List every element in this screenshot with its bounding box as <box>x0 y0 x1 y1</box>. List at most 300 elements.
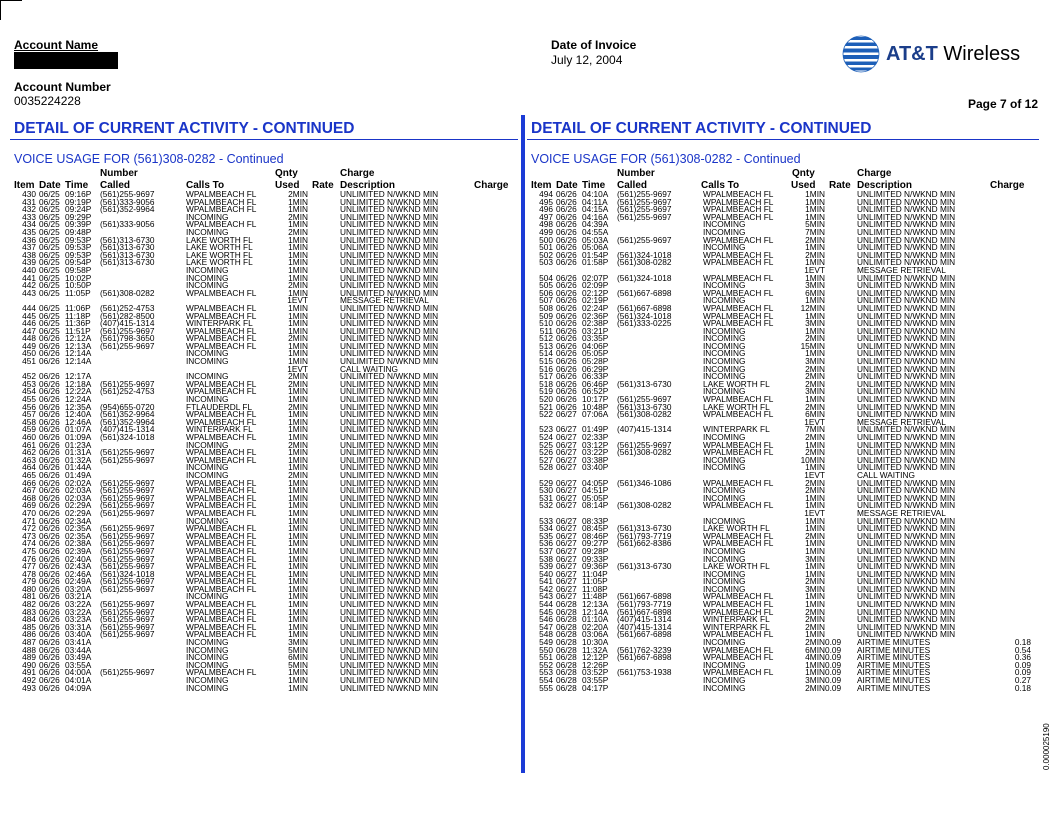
item-cell: 441 <box>22 272 36 283</box>
date-cell: 06/26 <box>39 644 60 655</box>
date-cell: 06/25 <box>39 204 60 215</box>
page-number: Page 7 of 12 <box>967 97 1038 111</box>
item-cell: 440 <box>22 264 36 275</box>
time-cell: 03:22A <box>65 599 92 610</box>
right-usage-rows <box>527 191 1039 692</box>
description-cell: UNLIMITED N/WKND MIN <box>340 477 439 488</box>
calls-to-cell: LAKE WORTH FL <box>703 378 770 389</box>
charge-cell: 0.09 <box>1014 667 1031 678</box>
header-item: Item <box>14 180 35 191</box>
header-charge: Charge <box>474 180 509 191</box>
calls-to-cell: WPALMBEACH FL <box>186 340 257 351</box>
description-cell: UNLIMITED N/WKND MIN <box>340 424 439 435</box>
calls-to-cell: WINTERPARK FL <box>186 424 253 435</box>
description-cell: UNLIMITED N/WKND MIN <box>857 409 956 420</box>
description-cell: UNLIMITED N/WKND MIN <box>340 287 439 298</box>
time-cell: 10:50P <box>65 280 92 291</box>
description-cell: UNLIMITED N/WKND MIN <box>857 333 956 344</box>
header-charge: Charge <box>990 180 1025 191</box>
used-cell: 1MIN <box>288 348 308 359</box>
date-cell: 06/27 <box>556 492 577 503</box>
item-cell: 465 <box>22 469 36 480</box>
date-cell: 06/26 <box>39 561 60 572</box>
calls-to-cell: INCOMING <box>186 659 229 670</box>
used-cell: 2MIN <box>805 234 825 245</box>
called-cell: (561)308-0282 <box>617 447 672 458</box>
description-cell: UNLIMITED N/WKND MIN <box>340 454 439 465</box>
date-cell: 06/27 <box>556 545 577 556</box>
header-called: Called <box>617 180 648 191</box>
date-cell: 06/26 <box>39 675 60 685</box>
used-cell: 1MIN <box>805 538 825 549</box>
description-cell: UNLIMITED N/WKND MIN <box>340 492 439 503</box>
description-cell: UNLIMITED N/WKND MIN <box>340 310 439 321</box>
time-cell: 02:19P <box>582 295 609 306</box>
time-cell: 03:38P <box>582 454 609 465</box>
used-cell: 1MIN <box>805 492 825 503</box>
called-cell: (561)313-6730 <box>617 401 672 412</box>
used-cell: 1MIN <box>288 530 308 541</box>
calls-to-cell: WINTERPARK FL <box>186 318 253 329</box>
used-cell: 2MIN <box>805 371 825 382</box>
called-cell: (561)333-0225 <box>617 318 672 329</box>
description-cell: AIRTIME MINUTES <box>857 682 931 693</box>
description-cell: UNLIMITED N/WKND MIN <box>340 280 439 291</box>
used-cell: 1EVT <box>804 416 825 427</box>
date-cell: 06/27 <box>556 477 577 488</box>
description-cell: UNLIMITED N/WKND MIN <box>857 591 956 602</box>
used-cell: 5MIN <box>288 659 308 670</box>
time-cell: 11:05P <box>582 576 608 587</box>
called-cell: (561)255-9697 <box>617 394 672 405</box>
description-cell: UNLIMITED N/WKND MIN <box>857 545 956 556</box>
used-cell: 2MIN <box>805 401 825 412</box>
used-cell: 2MIN <box>805 530 825 541</box>
used-cell: 2MIN <box>805 447 825 458</box>
usage-row <box>527 464 1039 472</box>
description-cell: UNLIMITED N/WKND MIN <box>857 621 956 632</box>
date-cell: 06/25 <box>39 280 60 291</box>
time-cell: 04:51P <box>582 485 609 496</box>
time-cell: 04:10A <box>582 189 609 199</box>
called-cell: (561)255-9697 <box>100 561 155 572</box>
calls-to-cell: WINTERPARK FL <box>703 424 770 435</box>
date-cell: 06/26 <box>39 439 60 450</box>
calls-to-cell: WPALMBEACH FL <box>186 416 257 427</box>
calls-to-cell: INCOMING <box>703 363 746 374</box>
used-cell: 1MIN <box>288 545 308 556</box>
description-cell: UNLIMITED N/WKND MIN <box>857 606 956 617</box>
date-cell: 06/26 <box>39 394 60 405</box>
used-cell: 1MIN <box>288 629 308 640</box>
time-cell: 01:58P <box>582 257 609 268</box>
description-cell: UNLIMITED N/WKND MIN <box>340 621 439 632</box>
used-cell: 1MIN <box>805 545 825 556</box>
used-cell: 1MIN <box>288 447 308 458</box>
date-cell: 06/26 <box>39 637 60 648</box>
date-cell: 06/26 <box>39 409 60 420</box>
item-cell: 445 <box>22 310 36 321</box>
description-cell: UNLIMITED N/WKND MIN <box>857 576 956 587</box>
date-cell: 06/25 <box>39 302 60 313</box>
item-cell: 530 <box>539 485 553 496</box>
time-cell: 12:40A <box>65 409 92 420</box>
used-cell: 6MIN <box>805 644 825 655</box>
calls-to-cell: INCOMING <box>703 454 746 465</box>
item-cell: 540 <box>539 568 553 579</box>
calls-to-cell: WPALMBEACH FL <box>186 568 257 579</box>
calls-to-cell: INCOMING <box>186 637 229 648</box>
time-cell: 05:05P <box>582 348 609 359</box>
time-cell: 01:32A <box>65 454 92 465</box>
calls-to-cell: WPALMBEACH FL <box>703 302 774 313</box>
description-cell: UNLIMITED N/WKND MIN <box>340 667 439 678</box>
item-cell: 525 <box>539 439 553 450</box>
calls-to-cell: WPALMBEACH FL <box>703 204 774 215</box>
calls-to-cell: INCOMING <box>186 371 229 382</box>
time-cell: 03:40A <box>65 629 92 640</box>
calls-to-cell: INCOMING <box>186 515 229 526</box>
time-cell: 02:03A <box>65 485 92 496</box>
calls-to-cell: INCOMING <box>703 356 746 367</box>
calls-to-cell: INCOMING <box>703 485 746 496</box>
description-cell: UNLIMITED N/WKND MIN <box>340 386 439 397</box>
time-cell: 02:35A <box>65 523 92 534</box>
date-cell: 06/26 <box>39 583 60 594</box>
invoice-date: July 12, 2004 <box>551 53 623 67</box>
date-cell: 06/26 <box>556 363 577 374</box>
calls-to-cell: WPALMBEACH FL <box>186 507 257 518</box>
time-cell: 01:31A <box>65 447 92 458</box>
used-cell: 7MIN <box>805 226 825 237</box>
date-cell: 06/26 <box>556 295 577 306</box>
item-cell: 511 <box>539 325 553 336</box>
header-calls-to: Calls To <box>701 180 740 191</box>
date-cell: 06/26 <box>556 280 577 291</box>
calls-to-cell: WPALMBEACH FL <box>186 545 257 556</box>
date-cell: 06/25 <box>39 189 60 199</box>
date-cell: 06/27 <box>556 439 577 450</box>
used-cell: 1MIN <box>288 234 308 245</box>
usage-row <box>10 287 518 298</box>
description-cell: AIRTIME MINUTES <box>857 675 931 685</box>
time-cell: 04:15A <box>582 204 609 215</box>
description-cell: UNLIMITED N/WKND MIN <box>340 226 439 237</box>
used-cell: 2MIN <box>805 363 825 374</box>
item-cell: 524 <box>539 432 553 442</box>
time-cell: 05:28P <box>582 356 609 367</box>
used-cell: 1MIN <box>288 477 308 488</box>
description-cell: UNLIMITED N/WKND MIN <box>857 485 956 496</box>
calls-to-cell: WPALMBEACH FL <box>703 629 774 640</box>
item-cell: 527 <box>539 454 553 465</box>
calls-to-cell: INCOMING <box>703 553 746 564</box>
time-cell: 09:54P <box>65 257 92 268</box>
description-cell: UNLIMITED N/WKND MIN <box>340 629 439 640</box>
description-cell: MESSAGE RETRIEVAL <box>857 416 946 427</box>
used-cell: 1MIN <box>288 682 308 693</box>
used-cell: 2MIN <box>805 378 825 389</box>
calls-to-cell: WPALMBEACH FL <box>186 500 257 511</box>
time-cell: 09:16P <box>65 189 92 199</box>
used-cell: 2MIN <box>288 371 308 382</box>
used-cell: 1MIN <box>805 439 825 450</box>
time-cell: 09:58P <box>65 264 92 275</box>
date-cell: 06/28 <box>556 621 577 632</box>
time-cell: 01:49P <box>582 424 609 435</box>
calls-to-cell: WPALMBEACH FL <box>186 614 257 625</box>
calls-to-cell: LAKE WORTH FL <box>703 523 770 534</box>
used-cell: 1MIN <box>805 394 825 405</box>
item-cell: 479 <box>22 576 36 587</box>
item-cell: 518 <box>539 378 553 389</box>
date-cell: 06/27 <box>556 462 577 473</box>
item-cell: 496 <box>539 204 553 215</box>
used-cell: 1MIN <box>805 348 825 359</box>
calls-to-cell: WPALMBEACH FL <box>186 629 257 640</box>
description-cell: UNLIMITED N/WKND MIN <box>857 523 956 534</box>
item-cell: 497 <box>539 211 553 222</box>
calls-to-cell: WPALMBEACH FL <box>186 583 257 594</box>
item-cell: 531 <box>539 492 553 503</box>
item-cell: 447 <box>22 325 36 336</box>
description-cell: UNLIMITED N/WKND MIN <box>340 249 439 260</box>
description-cell: UNLIMITED N/WKND MIN <box>340 333 439 344</box>
item-cell: 553 <box>539 667 553 678</box>
date-cell: 06/26 <box>556 378 577 389</box>
calls-to-cell: WINTERPARK FL <box>703 614 770 625</box>
used-cell: 1MIN <box>288 287 308 298</box>
description-cell: UNLIMITED N/WKND MIN <box>857 599 956 610</box>
called-cell: (561)255-9697 <box>617 189 672 199</box>
calls-to-cell: INCOMING <box>703 545 746 556</box>
date-cell: 06/28 <box>556 652 577 663</box>
calls-to-cell: INCOMING <box>703 583 746 594</box>
item-cell: 459 <box>22 424 36 435</box>
column-header-right <box>527 167 1039 191</box>
calls-to-cell: INCOMING <box>703 386 746 397</box>
item-cell: 449 <box>22 340 36 351</box>
date-cell: 06/26 <box>39 576 60 587</box>
item-cell: 536 <box>539 538 553 549</box>
used-cell: 1MIN <box>805 591 825 602</box>
date-cell: 06/26 <box>39 386 60 397</box>
time-cell: 12:14A <box>65 348 92 359</box>
date-cell: 06/28 <box>556 606 577 617</box>
called-cell: (561)313-6730 <box>617 378 672 389</box>
date-cell: 06/26 <box>39 333 60 344</box>
used-cell: 1MIN <box>288 264 308 275</box>
redacted-account-name <box>14 52 118 69</box>
time-cell: 03:20A <box>65 583 92 594</box>
item-cell: 462 <box>22 447 36 458</box>
right-column <box>527 115 1039 815</box>
description-cell: UNLIMITED N/WKND MIN <box>340 211 439 222</box>
time-cell: 08:45P <box>582 523 609 534</box>
time-cell: 06:29P <box>582 363 609 374</box>
date-cell: 06/26 <box>556 287 577 298</box>
item-cell: 551 <box>539 652 553 663</box>
header-time: Time <box>65 180 89 191</box>
used-cell: 1EVT <box>804 469 825 480</box>
calls-to-cell: INCOMING <box>703 340 746 351</box>
item-cell: 517 <box>539 371 553 382</box>
used-cell: 1MIN <box>288 507 308 518</box>
called-cell: (561)255-9697 <box>100 545 155 556</box>
used-cell: 1MIN <box>288 394 308 405</box>
time-cell: 02:29A <box>65 507 92 518</box>
date-cell: 06/28 <box>556 599 577 610</box>
time-cell: 04:11A <box>582 196 608 207</box>
used-cell: 3MIN <box>805 318 825 329</box>
description-cell: UNLIMITED N/WKND MIN <box>340 219 439 230</box>
item-cell: 507 <box>539 295 553 306</box>
description-cell: UNLIMITED N/WKND MIN <box>857 439 956 450</box>
used-cell: 2MIN <box>288 280 308 291</box>
date-cell: 06/26 <box>556 234 577 245</box>
item-cell: 537 <box>539 545 553 556</box>
charge-cell: 0.18 <box>1014 682 1031 693</box>
calls-to-cell: INCOMING <box>703 219 746 230</box>
description-cell: UNLIMITED N/WKND MIN <box>340 538 439 549</box>
item-cell: 455 <box>22 394 36 405</box>
item-cell: 549 <box>539 637 553 648</box>
item-cell: 544 <box>539 599 553 610</box>
used-cell: 6MIN <box>805 287 825 298</box>
used-cell: 1MIN <box>805 325 825 336</box>
item-cell: 509 <box>539 310 553 321</box>
header-rate: Rate <box>829 180 851 191</box>
used-cell: 1MIN <box>288 432 308 442</box>
column-header <box>10 167 518 191</box>
calls-to-cell: INCOMING <box>186 652 229 663</box>
calls-to-cell: WPALMBEACH FL <box>703 599 774 610</box>
date-cell: 06/26 <box>39 538 60 549</box>
time-cell: 02:43A <box>65 561 92 572</box>
date-cell: 06/27 <box>556 447 577 458</box>
time-cell: 02:03A <box>65 492 92 503</box>
date-cell: 06/26 <box>39 659 60 670</box>
called-cell: (561)255-9697 <box>100 325 155 336</box>
used-cell: 2MIN <box>288 189 308 199</box>
description-cell: UNLIMITED N/WKND MIN <box>857 432 956 442</box>
date-cell: 06/26 <box>39 591 60 602</box>
item-cell: 495 <box>539 196 553 207</box>
calls-to-cell: INCOMING <box>186 211 229 222</box>
used-cell: 1EVT <box>804 264 825 275</box>
description-cell: UNLIMITED N/WKND MIN <box>340 356 439 367</box>
description-cell: UNLIMITED N/WKND MIN <box>857 492 956 503</box>
description-cell: UNLIMITED N/WKND MIN <box>340 432 439 442</box>
date-cell: 06/26 <box>39 477 60 488</box>
time-cell: 03:06A <box>582 629 609 640</box>
time-cell: 12:14A <box>582 606 609 617</box>
header-used: Used <box>791 180 816 191</box>
calls-to-cell: INCOMING <box>186 356 229 367</box>
called-cell: (561)255-9697 <box>100 614 155 625</box>
item-cell: 515 <box>539 356 553 367</box>
called-cell: (561)255-9697 <box>100 629 155 640</box>
date-cell: 06/26 <box>39 629 60 640</box>
date-cell: 06/26 <box>39 432 60 442</box>
called-cell: (561)352-9964 <box>100 409 155 420</box>
usage-row <box>527 411 1039 419</box>
time-cell: 12:13A <box>65 340 92 351</box>
calls-to-cell: WPALMBEACH FL <box>186 477 257 488</box>
voice-usage-title-right: VOICE USAGE FOR (561)308-0282 - Continued <box>531 152 801 166</box>
calls-to-cell: FTLAUDERDL FL <box>186 401 253 412</box>
date-cell: 06/26 <box>39 348 60 359</box>
date-cell: 06/26 <box>39 371 60 382</box>
calls-to-cell: WPALMBEACH FL <box>703 234 774 245</box>
item-cell: 520 <box>539 394 553 405</box>
used-cell: 1MIN <box>288 272 308 283</box>
description-cell: UNLIMITED N/WKND MIN <box>340 576 439 587</box>
item-cell: 444 <box>22 302 36 313</box>
date-cell: 06/26 <box>39 447 60 458</box>
calls-to-cell: LAKE WORTH FL <box>186 234 253 245</box>
date-cell: 06/26 <box>39 378 60 389</box>
item-cell: 513 <box>539 340 553 351</box>
calls-to-cell: INCOMING <box>186 348 229 359</box>
header-date: Date <box>556 180 578 191</box>
item-cell: 498 <box>539 219 553 230</box>
calls-to-cell: WPALMBEACH FL <box>703 257 774 268</box>
item-cell: 499 <box>539 226 553 237</box>
used-cell: 1MIN <box>805 500 825 511</box>
description-cell: UNLIMITED N/WKND MIN <box>857 196 956 207</box>
item-cell: 501 <box>539 242 553 253</box>
used-cell: 1EVT <box>287 295 308 306</box>
calls-to-cell: WPALMBEACH FL <box>186 561 257 572</box>
time-cell: 11:48P <box>582 591 608 602</box>
description-cell: UNLIMITED N/WKND MIN <box>340 561 439 572</box>
item-cell: 521 <box>539 401 553 412</box>
called-cell: (561)667-6898 <box>617 302 672 313</box>
description-cell: UNLIMITED N/WKND MIN <box>340 599 439 610</box>
item-cell: 502 <box>539 249 553 260</box>
date-cell: 06/28 <box>556 644 577 655</box>
item-cell: 510 <box>539 318 553 329</box>
description-cell: UNLIMITED N/WKND MIN <box>857 348 956 359</box>
calls-to-cell: INCOMING <box>186 682 229 693</box>
used-cell: 2MIN <box>805 249 825 260</box>
calls-to-cell: LAKE WORTH FL <box>703 561 770 572</box>
description-cell: CALL WAITING <box>857 469 915 480</box>
description-cell: MESSAGE RETRIEVAL <box>857 264 946 275</box>
item-cell: 470 <box>22 507 36 518</box>
globe-icon <box>842 35 880 73</box>
item-cell: 546 <box>539 614 553 625</box>
time-cell: 02:07P <box>582 272 609 283</box>
usage-row <box>527 682 1039 693</box>
description-cell: UNLIMITED N/WKND MIN <box>340 568 439 579</box>
calls-to-cell: WPALMBEACH FL <box>703 591 774 602</box>
time-cell: 12:24A <box>65 394 92 405</box>
called-cell: (561)324-1018 <box>617 310 672 321</box>
description-cell: UNLIMITED N/WKND MIN <box>340 242 439 253</box>
used-cell: 1MIN <box>288 242 308 253</box>
time-cell: 11:04P <box>582 568 608 579</box>
voice-usage-title: VOICE USAGE FOR (561)308-0282 - Continued <box>14 152 284 166</box>
time-cell: 05:06A <box>582 242 609 253</box>
calls-to-cell: INCOMING <box>186 675 229 685</box>
logo-suffix: Wireless <box>943 42 1021 65</box>
time-cell: 02:20A <box>582 621 609 632</box>
description-cell: UNLIMITED N/WKND MIN <box>340 447 439 458</box>
time-cell: 09:53P <box>65 242 92 253</box>
time-cell: 09:27P <box>582 538 609 549</box>
